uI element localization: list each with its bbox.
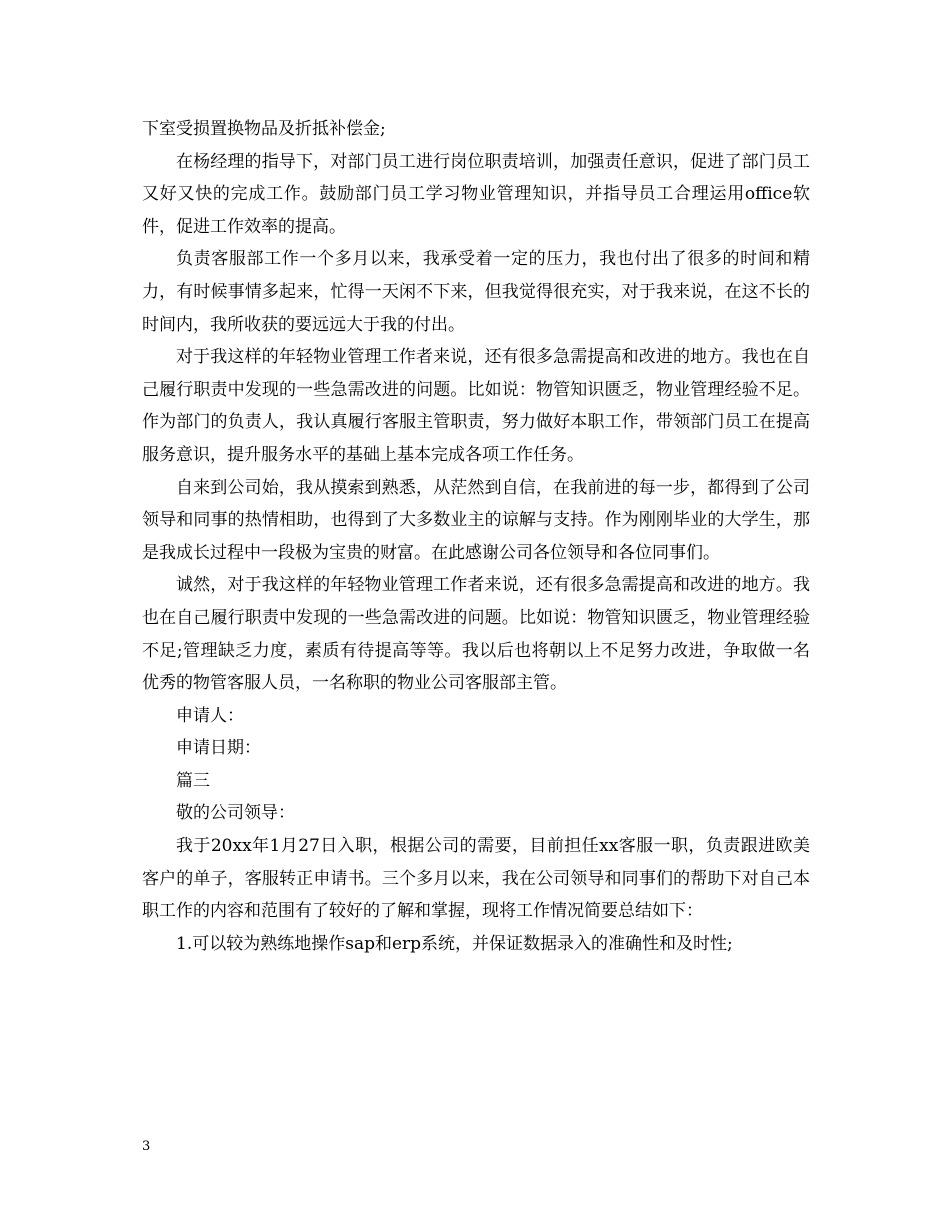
section-heading: 篇三 — [176, 770, 210, 791]
application-date-line: 申请日期： — [176, 738, 261, 759]
paragraph-6: 诚然，对于我这样的年轻物业管理工作者来说，还有很多急需提高和改进的地方。我也在自己履行职责中发现的一些急需改进的问题。比如说：物管知识匮乏，物业管理经验不足;管理缺乏力度，素质有待提高等等。我以后也将朝以上不足努力改进，争取做一名优秀的物管客服人员，一名称职的物业公司客服部主管。 — [142, 575, 810, 694]
paragraph-4: 对于我这样的年轻物业管理工作者来说，还有很多急需提高和改进的地方。我也在自己履行职责中发现的一些急需改进的问题。比如说：物管知识匮乏，物业管理经验不足。作为部门的负责人，我认真履行客服主管职责，努力做好本职工作，带领部门员工在提高服务意识，提升服务水平的基础上基本完成各项工作任务。 — [142, 347, 810, 465]
paragraph-2: 在杨经理的指导下，对部门员工进行岗位职责培训，加强责任意识，促进了部门员工又好又快的完成工作。鼓励部门员工学习物业管理知识，并指导员工合理运用office软件，促进工作效率的提高。 — [142, 151, 810, 237]
paragraph-1: 下室受损置换物品及折抵补偿金; — [142, 119, 386, 139]
document-body — [142, 113, 810, 960]
applicant-line: 申请人： — [176, 705, 244, 726]
list-item-1: 1.可以较为熟练地操作sap和erp系统，并保证数据录入的准确性和及时性; — [176, 933, 733, 954]
page-number: 3 — [142, 1139, 151, 1154]
paragraph-5: 自来到公司始，我从摸索到熟悉，从茫然到自信，在我前进的每一步，都得到了公司领导和同事的热情相助，也得到了大多数业主的谅解与支持。作为刚刚毕业的大学生，那是我成长过程中一段极为宝贵的财富。在此感谢公司各位领导和各位同事们。 — [142, 477, 810, 563]
paragraph-3: 负责客服部工作一个多月以来，我承受着一定的压力，我也付出了很多的时间和精力，有时候事情多起来，忙得一天闲不下来，但我觉得很充实，对于我来说，在这不长的时间内，我所收获的要远远大于我的付出。 — [142, 249, 810, 335]
paragraph-7: 我于20xx年1月27日入职，根据公司的需要，目前担任xx客服一职，负责跟进欧美客户的单子，客服转正申请书。三个多月以来，我在公司领导和同事们的帮助下对自己本职工作的内容和范围有了较好的了解和掌握，现将工作情况简要总结如下： — [142, 836, 810, 922]
salutation: 敬的公司领导： — [176, 803, 295, 824]
